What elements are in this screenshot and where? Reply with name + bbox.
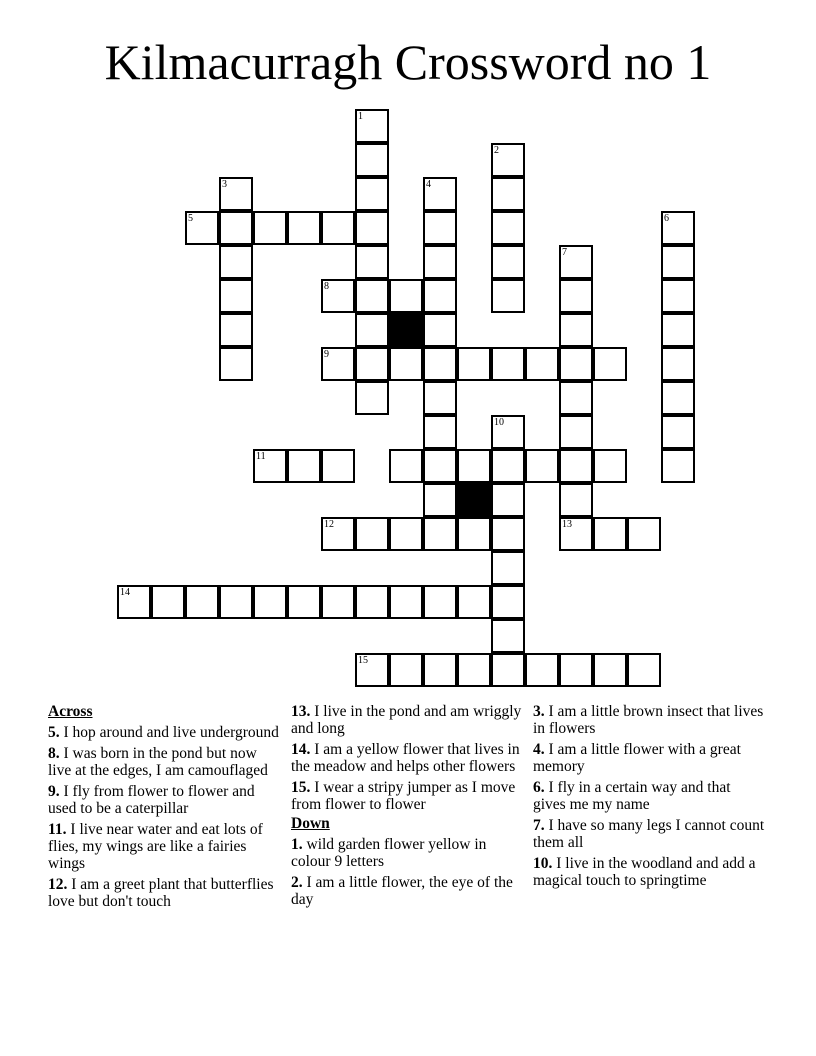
clue-number-label: 1. (291, 836, 303, 853)
grid-cell[interactable] (423, 279, 457, 313)
grid-cell[interactable] (559, 313, 593, 347)
clue-text: wild garden flower yellow in colour 9 letters (291, 836, 487, 870)
grid-cell[interactable] (661, 449, 695, 483)
grid-cell[interactable] (423, 347, 457, 381)
grid-cell[interactable] (355, 653, 389, 687)
grid-cell[interactable] (219, 211, 253, 245)
grid-cell[interactable] (321, 585, 355, 619)
clue-number-label: 3. (533, 703, 545, 720)
grid-cell[interactable] (287, 449, 321, 483)
clue-number-label: 8. (48, 745, 60, 762)
clue-item (291, 836, 523, 870)
clue-text: I am a little flower, the eye of the day (291, 874, 513, 908)
grid-cell[interactable] (423, 211, 457, 245)
grid-cell[interactable] (423, 585, 457, 619)
clue-text: I am a little brown insect that lives in flowers (533, 703, 764, 737)
clue-item (291, 779, 523, 813)
grid-cell[interactable] (491, 177, 525, 211)
clue-text: I have so many legs I cannot count them all (533, 817, 765, 851)
grid-cell[interactable] (661, 415, 695, 449)
grid-cell[interactable] (423, 245, 457, 279)
clue-number: 7 (562, 247, 567, 258)
grid-cell[interactable] (389, 517, 423, 551)
clue-text: I am a little flower with a great memory (533, 741, 741, 775)
grid-cell[interactable] (661, 381, 695, 415)
clue-number-label: 11. (48, 821, 67, 838)
grid-cell[interactable] (287, 585, 321, 619)
clue-number: 2 (494, 145, 499, 156)
clue-number-label: 13. (291, 703, 311, 720)
grid-cell[interactable] (321, 279, 355, 313)
clue-number: 1 (358, 111, 363, 122)
grid-cell[interactable] (491, 347, 525, 381)
grid-cell[interactable] (457, 585, 491, 619)
grid-cell[interactable] (423, 653, 457, 687)
clue-number-label: 4. (533, 741, 545, 758)
grid-cell[interactable] (457, 449, 491, 483)
grid-cell[interactable] (593, 517, 627, 551)
grid-cell[interactable] (457, 517, 491, 551)
grid-cell[interactable] (355, 517, 389, 551)
clue-number-label: 12. (48, 876, 68, 893)
grid-cell[interactable] (559, 279, 593, 313)
grid-cell[interactable] (559, 449, 593, 483)
clues-column-1 (48, 703, 280, 914)
grid-cell[interactable] (423, 177, 457, 211)
grid-cell[interactable] (321, 449, 355, 483)
clue-item (291, 874, 523, 908)
grid-cell[interactable] (491, 585, 525, 619)
grid-cell[interactable] (389, 347, 423, 381)
clue-text: I hop around and live underground (59, 724, 279, 741)
clue-item (533, 817, 765, 851)
grid-cell[interactable] (525, 449, 559, 483)
grid-cell[interactable] (219, 177, 253, 211)
grid-cell[interactable] (219, 279, 253, 313)
grid-cell[interactable] (219, 347, 253, 381)
clue-item (48, 876, 280, 910)
clue-item (533, 741, 765, 775)
grid-cell[interactable] (491, 279, 525, 313)
clue-item (291, 741, 523, 775)
clue-item (533, 855, 765, 889)
clue-number: 15 (358, 655, 368, 666)
clue-number: 6 (664, 213, 669, 224)
down-heading: Down (291, 815, 330, 832)
grid-block (457, 483, 491, 517)
grid-cell[interactable] (593, 653, 627, 687)
grid-cell[interactable] (491, 483, 525, 517)
clue-number: 3 (222, 179, 227, 190)
grid-cell[interactable] (389, 449, 423, 483)
grid-cell[interactable] (491, 619, 525, 653)
grid-cell[interactable] (151, 585, 185, 619)
clue-item (291, 703, 523, 737)
grid-cell[interactable] (355, 245, 389, 279)
page-title: Kilmacurragh Crossword no 1 (104, 34, 712, 90)
clues-column-2 (291, 703, 523, 912)
clue-text: I was born in the pond but now live at the edges, I am camouflaged (48, 745, 268, 779)
grid-cell[interactable] (661, 313, 695, 347)
clue-text: I am a yellow flower that lives in the meadow and helps other flowers (291, 741, 520, 775)
grid-cell[interactable] (491, 415, 525, 449)
grid-cell[interactable] (219, 245, 253, 279)
grid-cell[interactable] (661, 211, 695, 245)
grid-cell[interactable] (491, 449, 525, 483)
grid-cell[interactable] (491, 245, 525, 279)
grid-cell[interactable] (661, 347, 695, 381)
clue-number-label: 9. (48, 783, 60, 800)
grid-cell[interactable] (423, 415, 457, 449)
clue-text: I live in the woodland and add a magical touch to springtime (533, 855, 756, 889)
grid-cell[interactable] (525, 653, 559, 687)
clue-number: 4 (426, 179, 431, 190)
grid-cell[interactable] (389, 653, 423, 687)
clue-text: I fly in a certain way and that gives me my name (533, 779, 731, 813)
clue-text: I wear a stripy jumper as I move from flower to flower (291, 779, 516, 813)
grid-cell[interactable] (559, 245, 593, 279)
grid-cell[interactable] (457, 653, 491, 687)
clue-number: 13 (562, 519, 572, 530)
clue-number-label: 15. (291, 779, 311, 796)
grid-cell[interactable] (627, 517, 661, 551)
grid-cell[interactable] (491, 143, 525, 177)
grid-cell[interactable] (321, 211, 355, 245)
grid-cell[interactable] (559, 653, 593, 687)
grid-cell[interactable] (117, 585, 151, 619)
clue-number-label: 10. (533, 855, 553, 872)
grid-cell[interactable] (355, 313, 389, 347)
clue-number: 10 (494, 417, 504, 428)
grid-cell[interactable] (355, 347, 389, 381)
grid-cell[interactable] (219, 585, 253, 619)
grid-cell[interactable] (355, 279, 389, 313)
grid-cell[interactable] (491, 653, 525, 687)
grid-cell[interactable] (355, 381, 389, 415)
clue-number: 9 (324, 349, 329, 360)
grid-cell[interactable] (593, 449, 627, 483)
grid-cell[interactable] (559, 347, 593, 381)
grid-cell[interactable] (491, 211, 525, 245)
clue-number-label: 7. (533, 817, 545, 834)
grid-cell[interactable] (423, 381, 457, 415)
grid-cell[interactable] (491, 517, 525, 551)
clue-item (48, 821, 280, 872)
clue-number: 5 (188, 213, 193, 224)
grid-cell[interactable] (661, 279, 695, 313)
grid-cell[interactable] (525, 347, 559, 381)
clues-column-3 (533, 703, 765, 893)
grid-block (389, 313, 423, 347)
grid-cell[interactable] (355, 109, 389, 143)
grid-cell[interactable] (559, 483, 593, 517)
grid-cell[interactable] (423, 483, 457, 517)
clue-item (48, 783, 280, 817)
clue-number: 11 (256, 451, 266, 462)
grid-cell[interactable] (253, 211, 287, 245)
grid-cell[interactable] (185, 585, 219, 619)
grid-cell[interactable] (559, 517, 593, 551)
clue-item (533, 779, 765, 813)
clue-item (48, 724, 280, 741)
grid-cell[interactable] (457, 347, 491, 381)
grid-cell[interactable] (423, 313, 457, 347)
grid-cell[interactable] (423, 449, 457, 483)
grid-cell[interactable] (287, 211, 321, 245)
grid-cell[interactable] (185, 211, 219, 245)
grid-cell[interactable] (219, 313, 253, 347)
clue-text: I am a greet plant that butterflies love but don't touch (48, 876, 274, 910)
clue-number: 12 (324, 519, 334, 530)
grid-cell[interactable] (253, 449, 287, 483)
clue-number-label: 14. (291, 741, 311, 758)
clue-item (48, 745, 280, 779)
grid-cell[interactable] (559, 415, 593, 449)
clue-text: I live in the pond and am wriggly and long (291, 703, 522, 737)
grid-cell[interactable] (491, 551, 525, 585)
grid-cell[interactable] (627, 653, 661, 687)
clue-number-label: 5. (48, 724, 60, 741)
clue-text: I live near water and eat lots of flies, my wings are like a fairies wings (48, 821, 263, 872)
grid-cell[interactable] (253, 585, 287, 619)
grid-cell[interactable] (593, 347, 627, 381)
grid-cell[interactable] (355, 143, 389, 177)
grid-cell[interactable] (321, 517, 355, 551)
grid-cell[interactable] (355, 585, 389, 619)
clue-number-label: 6. (533, 779, 545, 796)
across-heading: Across (48, 703, 93, 720)
grid-cell[interactable] (355, 211, 389, 245)
grid-cell[interactable] (389, 279, 423, 313)
clue-text: I fly from flower to flower and used to be a caterpillar (48, 783, 255, 817)
grid-cell[interactable] (321, 347, 355, 381)
grid-cell[interactable] (423, 517, 457, 551)
clue-number: 8 (324, 281, 329, 292)
grid-cell[interactable] (355, 177, 389, 211)
grid-cell[interactable] (661, 245, 695, 279)
clue-number-label: 2. (291, 874, 303, 891)
clue-number: 14 (120, 587, 130, 598)
grid-cell[interactable] (559, 381, 593, 415)
clue-item (533, 703, 765, 737)
grid-cell[interactable] (389, 585, 423, 619)
